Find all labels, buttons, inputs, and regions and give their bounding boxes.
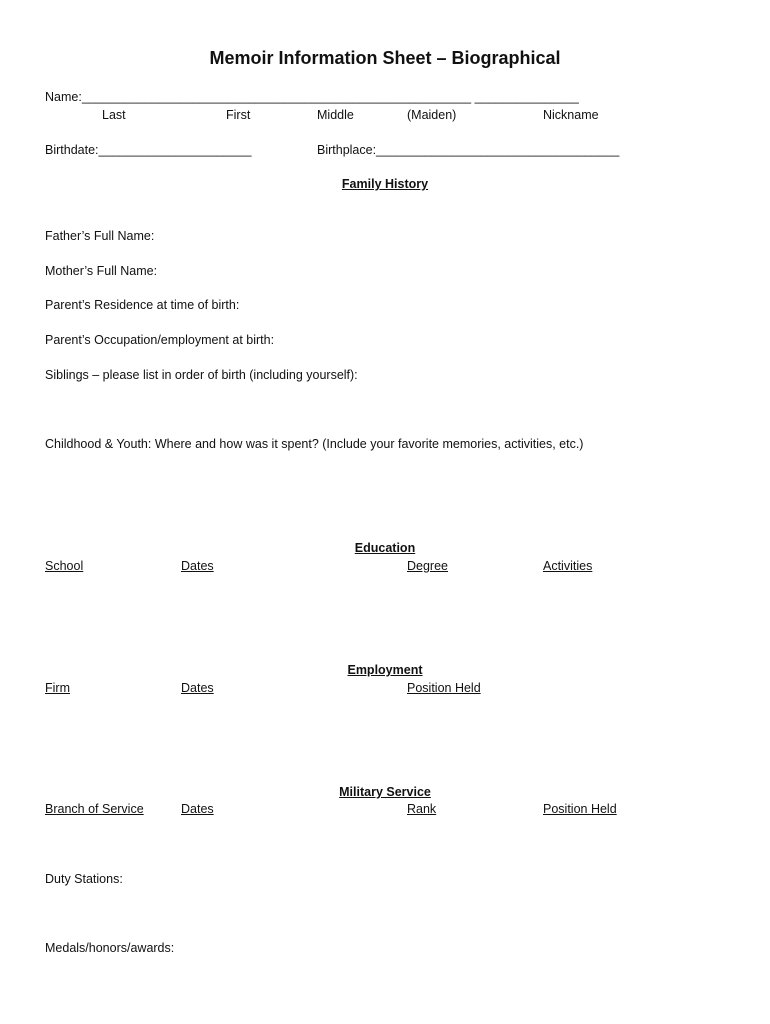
medals-label: Medals/honors/awards: bbox=[45, 941, 175, 955]
employment-dates-col: Dates bbox=[181, 681, 214, 695]
military-dates-col: Dates bbox=[181, 802, 214, 816]
siblings-label: Siblings – please list in order of birth (including yourself): bbox=[45, 368, 358, 382]
parents-occupation-label: Parent’s Occupation/employment at birth: bbox=[45, 333, 275, 347]
name-last-label: Last bbox=[102, 108, 126, 122]
employment-firm-col: Firm bbox=[45, 681, 70, 695]
name-nickname-label: Nickname bbox=[543, 108, 599, 122]
military-position-col: Position Held bbox=[543, 802, 617, 816]
military-rank-col: Rank bbox=[407, 802, 437, 816]
birthplace-line: Birthplace:___________________________________ bbox=[317, 143, 620, 157]
education-school-col: School bbox=[45, 559, 84, 573]
name-first-label: First bbox=[226, 108, 251, 122]
education-dates-col: Dates bbox=[181, 559, 214, 573]
employment-heading: Employment bbox=[347, 663, 423, 677]
birthdate-line: Birthdate:______________________ bbox=[45, 143, 252, 157]
childhood-label: Childhood & Youth: Where and how was it spent? (Include your favorite memories, activities, etc.) bbox=[45, 437, 584, 451]
military-heading: Military Service bbox=[339, 785, 431, 799]
name-middle-label: Middle bbox=[317, 108, 354, 122]
military-branch-col: Branch of Service bbox=[45, 802, 144, 816]
family-history-heading: Family History bbox=[341, 177, 429, 191]
name-maiden-label: (Maiden) bbox=[407, 108, 457, 122]
page-title: Memoir Information Sheet – Biographical bbox=[209, 48, 561, 68]
duty-stations-label: Duty Stations: bbox=[45, 872, 123, 886]
fathers-name-label: Father’s Full Name: bbox=[45, 229, 155, 243]
employment-position-col: Position Held bbox=[407, 681, 481, 695]
education-degree-col: Degree bbox=[407, 559, 448, 573]
education-activities-col: Activities bbox=[543, 559, 593, 573]
parents-residence-label: Parent’s Residence at time of birth: bbox=[45, 298, 240, 312]
education-heading: Education bbox=[354, 541, 416, 555]
mothers-name-label: Mother’s Full Name: bbox=[45, 264, 158, 278]
name-line: Name:________________________________________________________ _______________ bbox=[45, 90, 579, 104]
